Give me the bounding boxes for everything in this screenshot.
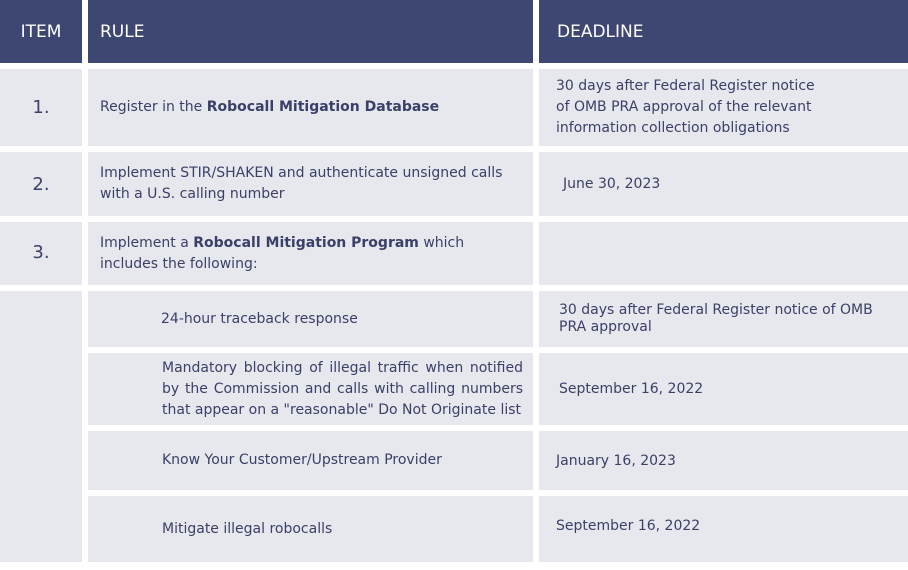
row-2-deadline xyxy=(539,152,908,216)
header-rule xyxy=(88,0,533,63)
row-1-item-label: 1. xyxy=(32,97,50,118)
row-1-deadline xyxy=(539,69,908,146)
row-3-rule-pre: Implement a xyxy=(100,234,194,251)
row-3-item xyxy=(0,222,82,285)
row-1-item xyxy=(0,69,82,146)
row-3-item-label: 3. xyxy=(32,242,50,263)
header-deadline xyxy=(539,0,908,63)
row-2-item-label: 2. xyxy=(32,173,50,195)
subrow-1-deadline xyxy=(539,291,908,347)
row-3-deadline xyxy=(539,222,908,285)
subrow-2-rule xyxy=(88,353,533,425)
subrow-4-rule-text: Mitigate illegal robocalls xyxy=(162,520,333,537)
row-2-deadline-text: June 30, 2023 xyxy=(563,175,661,192)
subrow-3-rule-text: Know Your Customer/Upstream Provider xyxy=(162,452,442,468)
row-2-item xyxy=(0,152,82,216)
subrow-2-deadline xyxy=(539,353,908,425)
row-1-deadline-text: 30 days after Federal Register notice of OMB PRA approval of the relevant information collection obligations xyxy=(556,78,815,136)
subrows-item-column xyxy=(0,291,82,562)
header-deadline-label: DEADLINE xyxy=(557,21,644,42)
subrow-4-deadline-text: September 16, 2022 xyxy=(556,518,701,534)
row-2-rule xyxy=(88,152,533,216)
subrow-4-rule xyxy=(88,496,533,562)
subrow-1-deadline-text: 30 days after Federal Register notice of OMB PRA approval xyxy=(559,302,873,335)
header-item-label: ITEM xyxy=(20,21,62,42)
row-1-rule-bold: Robocall Mitigation Database xyxy=(206,99,440,115)
subrow-1-rule-text: 24-hour traceback response xyxy=(161,310,358,327)
subrow-3-rule xyxy=(88,431,533,490)
subrow-1-rule xyxy=(88,291,533,347)
header-rule-label: RULE xyxy=(100,21,145,42)
row-2-rule-text: Implement STIR/SHAKEN and authenticate unsigned calls with a U.S. calling number xyxy=(100,165,503,202)
subrow-4-deadline xyxy=(539,496,908,562)
subrow-3-deadline xyxy=(539,431,908,490)
row-3-rule-bold: Robocall Mitigation Program xyxy=(193,234,419,251)
row-3-rule xyxy=(88,222,533,285)
row-1-rule xyxy=(88,69,533,146)
subrow-2-deadline-text: September 16, 2022 xyxy=(559,380,704,397)
row-3-rule-post: which includes the following: xyxy=(100,234,465,272)
header-item xyxy=(0,0,82,63)
subrow-2-rule-text: Mandatory blocking of illegal traffic when notified by the Commission and calls with calling numbers that appear on a "reasonable" Do Not Originate list xyxy=(162,359,523,418)
row-1-rule-pre: Register in the xyxy=(100,99,207,115)
row-1-rule-text xyxy=(100,97,439,118)
subrow-3-deadline-text: January 16, 2023 xyxy=(556,453,676,469)
row-3-rule-text xyxy=(100,233,493,275)
